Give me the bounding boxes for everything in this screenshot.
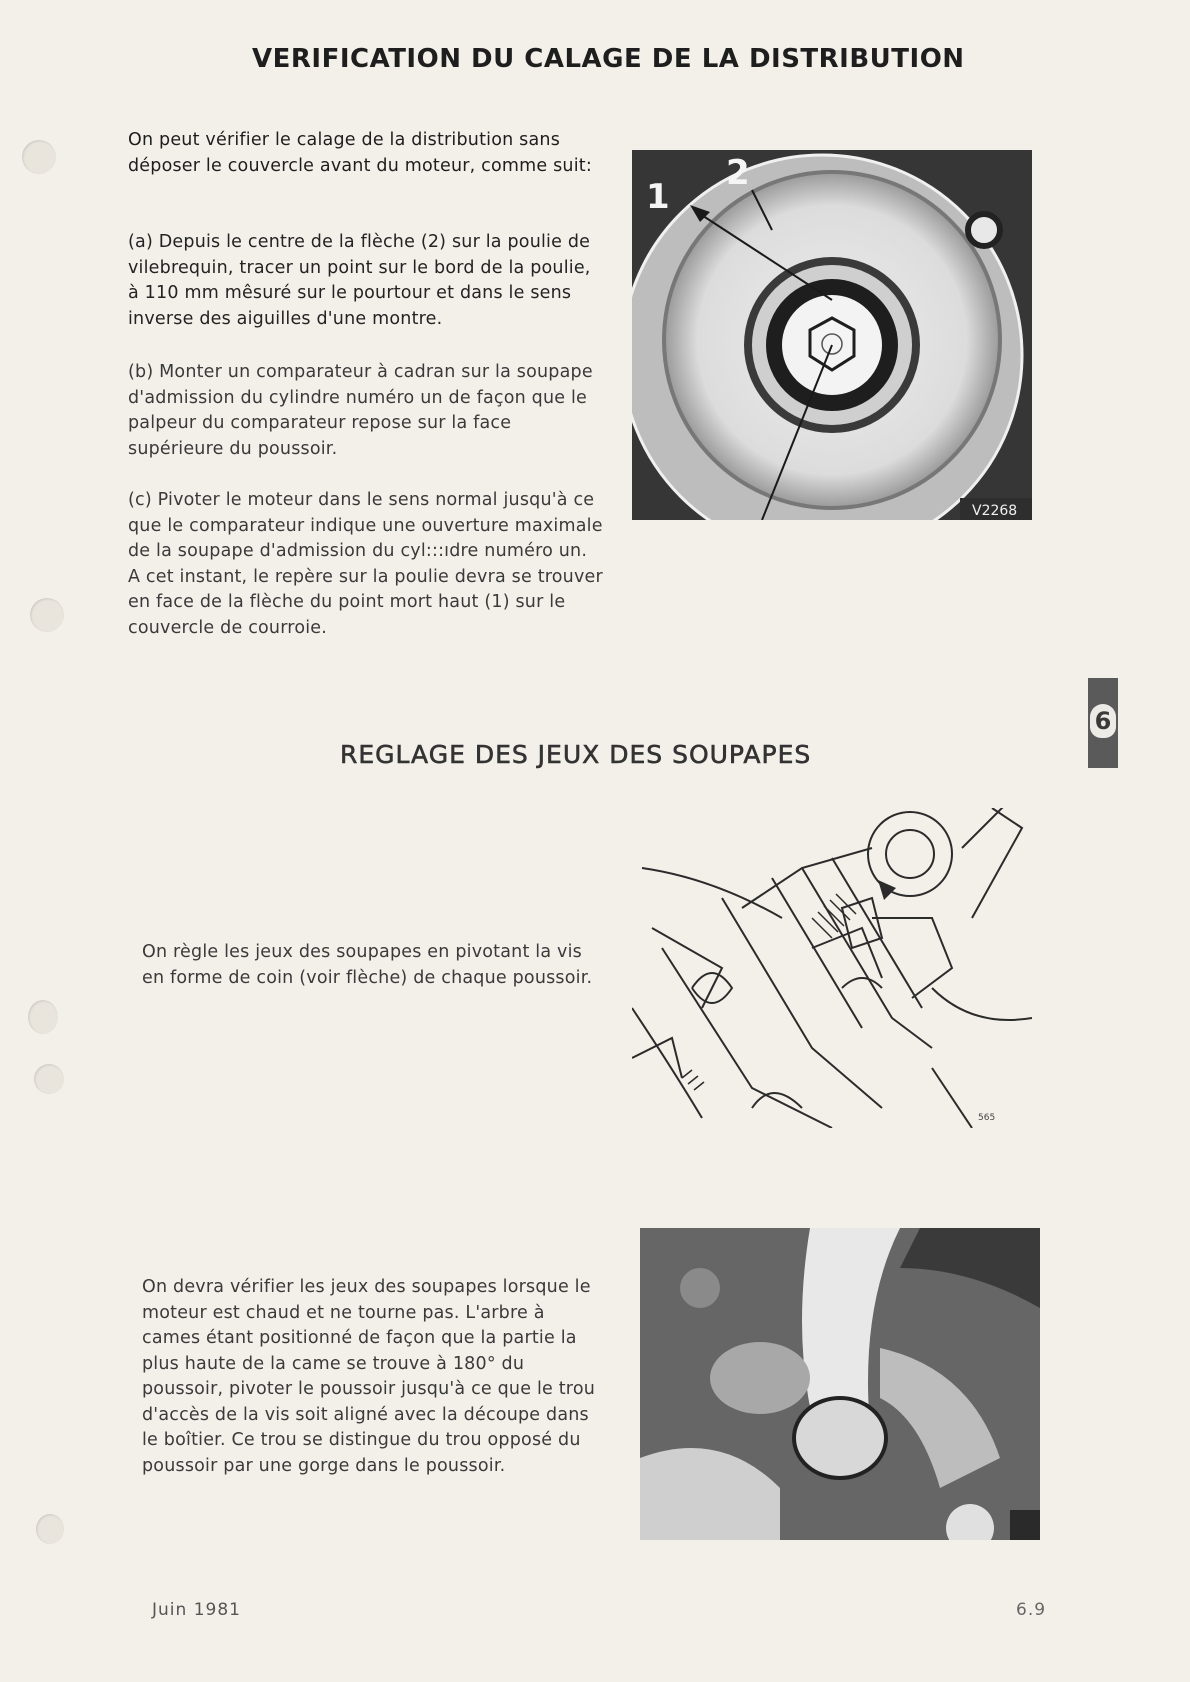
punch-hole xyxy=(34,1064,64,1094)
punch-hole xyxy=(22,140,56,174)
pulley-photo-figure xyxy=(632,150,1032,520)
tappet-photo-figure xyxy=(640,1228,1040,1540)
tappet-photo-illustration xyxy=(640,1228,1040,1540)
punch-hole xyxy=(28,1000,58,1034)
punch-hole xyxy=(36,1514,64,1544)
footer-page-number: 6.9 xyxy=(1016,1600,1047,1620)
callout-1-label: 1 xyxy=(646,177,670,217)
footer-date: Juin 1981 xyxy=(152,1600,241,1620)
section-tab-number: 6 xyxy=(1090,704,1116,738)
step-a-paragraph: (a) Depuis le centre de la flèche (2) sur la poulie de vilebrequin, tracer un point sur le bord de la poulie, à 110 mm mêsuré sur le pourtour et dans le sens inverse des aiguilles d'une montre. xyxy=(128,232,591,329)
section-title-reglage: REGLAGE DES JEUX DES SOUPAPES xyxy=(340,740,812,769)
verification-paragraph: On devra vérifier les jeux des soupapes lorsque le moteur est chaud et ne tourne pas. L'arbre à cames étant positionné de façon que la partie la plus haute de la came se trouve à 180° du poussoir, pivoter le poussoir jusqu'à ce que le trou d'accès de la vis soit aligné avec la découpe dans le boîtier. Ce trou se distingue du trou opposé du poussoir par une gorge dans le poussoir. xyxy=(142,1277,596,1476)
pulley-illustration xyxy=(632,150,1032,520)
figure-code-label: V2268 xyxy=(972,503,1018,519)
tappet-diagram-figure xyxy=(632,808,1032,1128)
tappet-line-drawing xyxy=(632,808,1032,1128)
step-c-paragraph: (c) Pivoter le moteur dans le sens normal jusqu'à ce que le comparateur indique une ouverture maximale de la soupape d'admission du cyl:::ıdre numéro un. A cet instant, le repère sur la poulie devra se trouver en face de la flèche du point mort haut (1) sur le couvercle de courroie. xyxy=(128,490,603,638)
figure-code-565: 565 xyxy=(978,1113,996,1123)
callout-2-label: 2 xyxy=(726,153,750,193)
reglage-paragraph: On règle les jeux des soupapes en pivotant la vis en forme de coin (voir flèche) de chaque poussoir. xyxy=(142,942,593,988)
punch-hole xyxy=(30,598,64,632)
intro-paragraph: On peut vérifier le calage de la distribution sans déposer le couvercle avant du moteur, comme suit: xyxy=(128,130,592,176)
step-b-paragraph: (b) Monter un comparateur à cadran sur la soupape d'admission du cylindre numéro un de façon que le palpeur du comparateur repose sur la face supérieure du poussoir. xyxy=(128,362,593,459)
section-title-verification: VERIFICATION DU CALAGE DE LA DISTRIBUTION xyxy=(252,44,965,74)
